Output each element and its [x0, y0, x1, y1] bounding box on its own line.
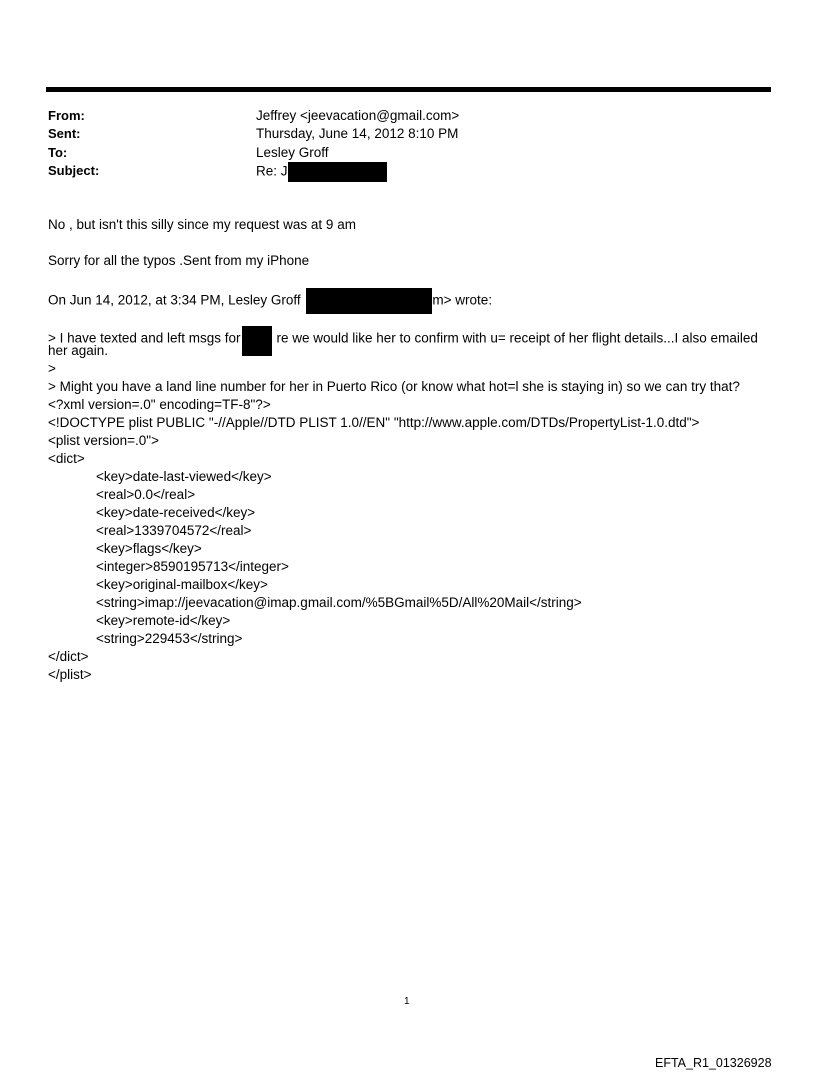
quote-line-1-end: re we would like her to confirm with u= receipt of her flight details...I also emailed — [276, 330, 758, 346]
plist-doctype: <!DOCTYPE plist PUBLIC "-//Apple//DTD PLIST 1.0//EN" "http://www.apple.com/DTDs/PropertyList-1.0.dtd"> — [48, 415, 700, 430]
from-value: Jeffrey <jeevacation@gmail.com> — [256, 108, 460, 123]
quote-intro-start: On Jun 14, 2012, at 3:34 PM, Lesley Groff — [48, 292, 301, 308]
name-redaction — [242, 326, 272, 356]
header-rule — [46, 87, 771, 92]
from-label: From: — [48, 108, 85, 123]
subject-value: Re: J — [256, 163, 288, 179]
plist-open: <plist version=.0"> — [48, 433, 159, 448]
subject-label: Subject: — [48, 163, 100, 178]
dict-close: </dict> — [48, 649, 89, 664]
plist-entry: <string>imap://jeevacation@imap.gmail.com/%5BGmail%5D/All%20Mail</string> — [96, 595, 582, 610]
subject-redaction — [288, 162, 387, 182]
plist-entry: <integer>8590195713</integer> — [96, 559, 289, 574]
quote-line-1-cont: her again. — [48, 343, 109, 358]
quote-line-3: > Might you have a land line number for her in Puerto Rico (or know what hot=l she is staying in) so we can try that? — [48, 379, 740, 394]
quote-intro — [48, 288, 492, 314]
plist-entry: <key>date-last-viewed</key> — [96, 469, 272, 484]
body-line-1: No , but isn't this silly since my request was at 9 am — [48, 217, 356, 232]
plist-entry: <key>date-received</key> — [96, 505, 256, 520]
email-redaction — [306, 288, 432, 314]
to-label: To: — [48, 145, 68, 160]
sent-value: Thursday, June 14, 2012 8:10 PM — [256, 126, 459, 141]
sent-label: Sent: — [48, 126, 81, 141]
plist-entry: <real>0.0</real> — [96, 487, 196, 502]
xml-declaration: <?xml version=.0" encoding=TF-8"?> — [48, 397, 271, 412]
quote-intro-end: m> wrote: — [432, 292, 493, 308]
quote-line-1 — [48, 324, 758, 354]
subject-value-row — [256, 162, 387, 182]
document-id: EFTA_R1_01326928 — [655, 1056, 772, 1070]
plist-entry: <string>229453</string> — [96, 631, 243, 646]
plist-entry: <real>1339704572</real> — [96, 523, 252, 538]
to-value: Lesley Groff — [256, 145, 329, 160]
quote-line-1-start: > I have texted and left msgs for — [48, 330, 241, 346]
dict-open: <dict> — [48, 451, 85, 466]
plist-entry: <key>flags</key> — [96, 541, 202, 556]
body-line-2: Sorry for all the typos .Sent from my iPhone — [48, 253, 310, 268]
quote-line-2: > — [48, 361, 56, 376]
plist-entry: <key>remote-id</key> — [96, 613, 231, 628]
plist-close: </plist> — [48, 667, 92, 682]
plist-entry: <key>original-mailbox</key> — [96, 577, 268, 592]
page-number: 1 — [404, 996, 410, 1007]
